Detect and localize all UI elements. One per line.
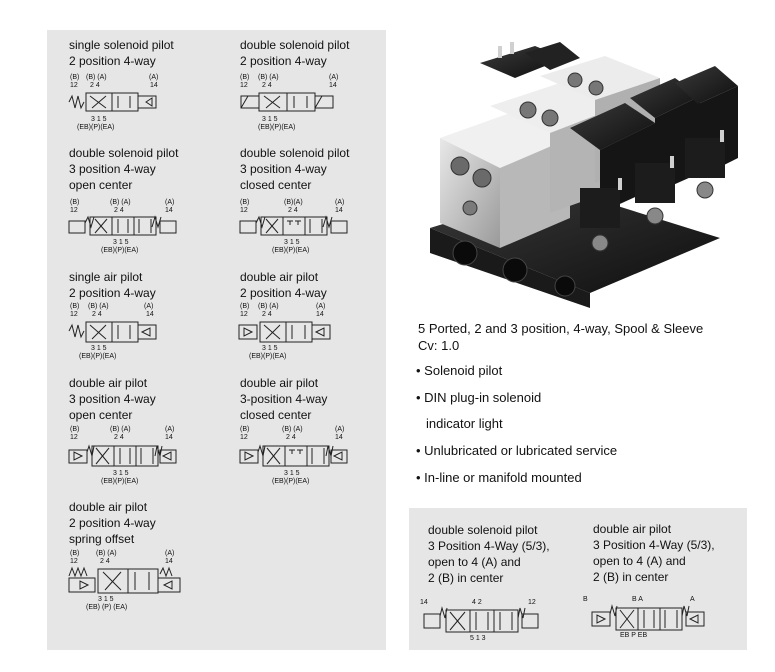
port-label: (B)	[70, 426, 80, 433]
port-label: (B)(A)	[284, 199, 303, 206]
valve-symbol-diagram	[68, 319, 163, 344]
port-label: (B) (A)	[96, 550, 117, 557]
port-label: 14	[150, 82, 158, 89]
port-label: (B)	[240, 199, 250, 206]
port-label: A	[690, 596, 695, 603]
port-label: 2 4	[92, 311, 102, 318]
port-label: (A)	[335, 426, 345, 433]
port-label: 2 4	[286, 434, 296, 441]
port-label: (B)	[240, 426, 250, 433]
caption-line: 2 position 4-way	[69, 516, 156, 530]
port-label: 14	[420, 599, 428, 606]
port-label: 12	[240, 311, 248, 318]
caption-line: 3 position 4-way	[69, 392, 156, 406]
caption-line: double solenoid pilot	[240, 146, 350, 160]
feature-item: • In-line or manifold mounted	[416, 470, 582, 485]
valve-symbol-diagram	[238, 319, 338, 344]
caption-line: open center	[69, 178, 133, 192]
port-label: (EB)(P)(EA)	[77, 124, 115, 131]
port-label: (A)	[144, 303, 154, 310]
port-label: 12	[528, 599, 536, 606]
product-cv: Cv: 1.0	[418, 338, 460, 353]
port-label: (EB)(P)(EA)	[101, 478, 139, 485]
caption-line: 3 Position 4-Way (5/3),	[593, 538, 715, 552]
port-label: B	[583, 596, 588, 603]
port-label: 14	[146, 311, 154, 318]
port-label: 12	[240, 82, 248, 89]
caption-line: closed center	[240, 408, 312, 422]
port-label: 14	[165, 207, 173, 214]
port-label: (A)	[165, 550, 175, 557]
caption-line: open to 4 (A) and	[593, 554, 686, 568]
port-label: (B) (A)	[110, 199, 131, 206]
caption-line: 2 (B) in center	[428, 571, 504, 585]
port-label: (B)	[70, 74, 80, 81]
port-label: (B)	[70, 199, 80, 206]
caption-line: double air pilot	[240, 376, 319, 390]
port-label: 2 4	[100, 558, 110, 565]
port-label: 2 4	[262, 82, 272, 89]
port-label: 3 1 5	[113, 470, 129, 477]
port-label: 14	[165, 434, 173, 441]
port-label: (B) (A)	[282, 426, 303, 433]
caption-line: double air pilot	[240, 270, 319, 284]
port-label: 4 2	[472, 599, 482, 606]
port-label: 3 1 5	[284, 470, 300, 477]
valve-symbol-diagram	[422, 606, 542, 634]
caption-line: double solenoid pilot	[428, 523, 538, 537]
port-label: 14	[165, 558, 173, 565]
caption-line: single air pilot	[69, 270, 143, 284]
valve-symbol-diagram	[68, 566, 183, 596]
port-label: 5 1 3	[470, 635, 486, 642]
port-label: (EB) (P) (EA)	[86, 604, 128, 611]
caption-line: double air pilot	[593, 522, 672, 536]
port-label: 12	[70, 558, 78, 565]
port-label: (EB)(P)(EA)	[79, 353, 117, 360]
caption-line: spring offset	[69, 532, 135, 546]
valve-symbol-diagram	[239, 213, 349, 239]
port-label: 2 4	[114, 434, 124, 441]
valve-symbol-diagram	[68, 213, 178, 239]
caption-line: single solenoid pilot	[69, 38, 174, 52]
port-label: (A)	[335, 199, 345, 206]
port-label: 14	[316, 311, 324, 318]
port-label: (EB)(P)(EA)	[272, 478, 310, 485]
port-label: 12	[240, 207, 248, 214]
port-label: 12	[70, 434, 78, 441]
port-label: B A	[632, 596, 643, 603]
product-title-line: 5 Ported, 2 and 3 position, 4-way, Spool & Sleeve	[418, 321, 704, 336]
caption-line: 2 position 4-way	[69, 286, 156, 300]
valve-symbol-diagram	[239, 442, 349, 468]
port-label: 3 1 5	[91, 345, 107, 352]
port-label: 2 4	[90, 82, 100, 89]
port-label: 2 4	[114, 207, 124, 214]
port-label: (B)	[240, 74, 250, 81]
port-label: 3 1 5	[91, 116, 107, 123]
port-label: (B) (A)	[88, 303, 109, 310]
port-label: EB P EB	[620, 632, 648, 639]
valve-symbol-diagram	[240, 90, 340, 115]
port-label: (EB)(P)(EA)	[249, 353, 287, 360]
caption-line: open to 4 (A) and	[428, 555, 521, 569]
feature-item: • DIN plug-in solenoid	[416, 390, 542, 405]
valve-symbol-diagram	[590, 604, 708, 632]
port-label: 14	[335, 207, 343, 214]
port-label: 12	[70, 82, 78, 89]
port-label: (EB)(P)(EA)	[101, 247, 139, 254]
port-label: (B) (A)	[86, 74, 107, 81]
port-label: (A)	[316, 303, 326, 310]
caption-line: 3 Position 4-Way (5/3),	[428, 539, 550, 553]
port-label: 14	[335, 434, 343, 441]
caption-line: 2 (B) in center	[593, 570, 669, 584]
port-label: (B) (A)	[258, 303, 279, 310]
caption-line: double air pilot	[69, 376, 148, 390]
caption-line: 2 position 4-way	[240, 286, 327, 300]
port-label: (B)	[70, 550, 80, 557]
valve-symbol-diagram	[68, 90, 163, 115]
port-label: 3 1 5	[284, 239, 300, 246]
product-title	[418, 320, 703, 354]
port-label: 2 4	[288, 207, 298, 214]
port-label: 3 1 5	[262, 116, 278, 123]
caption-line: 2 position 4-way	[240, 54, 327, 68]
caption-line: 3 position 4-way	[240, 162, 327, 176]
port-label: (A)	[329, 74, 339, 81]
port-label: 3 1 5	[113, 239, 129, 246]
caption-line: 3-position 4-way	[240, 392, 328, 406]
feature-item: • Solenoid pilot	[416, 363, 503, 378]
port-label: 12	[70, 311, 78, 318]
port-label: 2 4	[262, 311, 272, 318]
port-label: (B) (A)	[258, 74, 279, 81]
port-label: (A)	[165, 426, 175, 433]
valve-symbol-diagram	[68, 442, 178, 468]
port-label: (A)	[165, 199, 175, 206]
port-label: (B)	[240, 303, 250, 310]
caption-line: open center	[69, 408, 133, 422]
port-label: 3 1 5	[98, 596, 114, 603]
caption-line: 2 position 4-way	[69, 54, 156, 68]
caption-line: closed center	[240, 178, 312, 192]
valve-manifold-photo	[420, 38, 750, 308]
feature-item: indicator light	[426, 416, 503, 431]
caption-line: double air pilot	[69, 500, 148, 514]
caption-line: 3 position 4-way	[69, 162, 156, 176]
port-label: (EB)(P)(EA)	[258, 124, 296, 131]
port-label: (EB)(P)(EA)	[272, 247, 310, 254]
port-label: 12	[240, 434, 248, 441]
caption-line: double solenoid pilot	[240, 38, 350, 52]
port-label: 14	[329, 82, 337, 89]
caption-line: double solenoid pilot	[69, 146, 179, 160]
port-label: (B)	[70, 303, 80, 310]
port-label: 12	[70, 207, 78, 214]
port-label: 3 1 5	[262, 345, 278, 352]
port-label: (B) (A)	[110, 426, 131, 433]
feature-item: • Unlubricated or lubricated service	[416, 443, 618, 458]
port-label: (A)	[149, 74, 159, 81]
